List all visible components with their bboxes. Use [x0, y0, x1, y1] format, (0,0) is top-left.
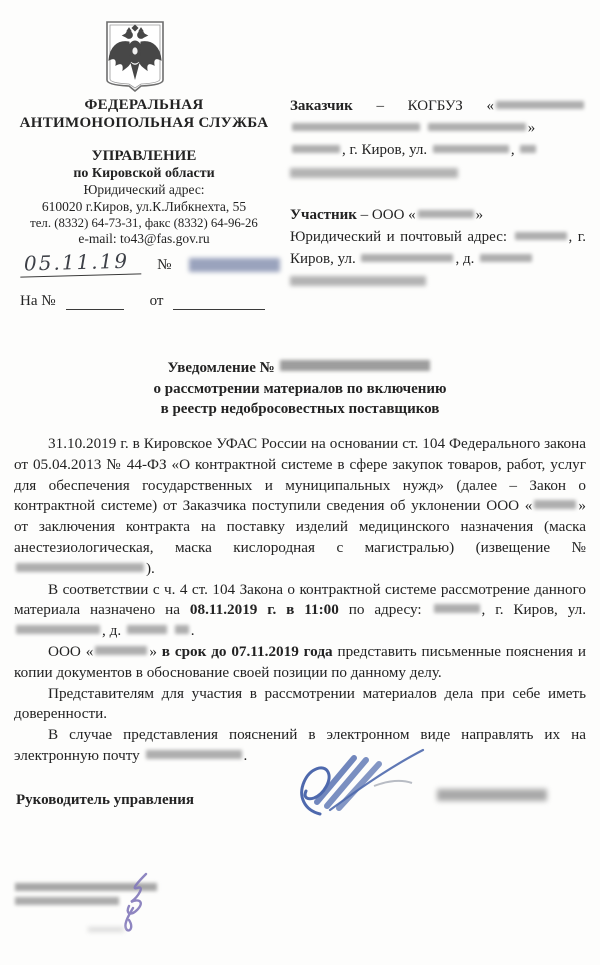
customer-line: » — [290, 117, 586, 139]
participant-block — [290, 204, 586, 286]
handwritten-date: 05.11.19 — [20, 248, 142, 277]
in-reply-label: На № — [20, 293, 56, 309]
sender-email: e-mail: to43@fas.gov.ru — [78, 231, 210, 246]
notice-title — [0, 358, 600, 420]
customer-line: , г. Киров, ул. , — [290, 139, 586, 161]
participant-line: Участник – ООО « » — [290, 207, 484, 223]
org-name-line1: ФЕДЕРАЛЬНАЯ — [84, 97, 204, 113]
redacted-signatory-name — [437, 789, 547, 801]
redacted-text — [515, 232, 567, 240]
handwritten-signature — [290, 740, 445, 828]
redacted-text — [480, 254, 532, 262]
redacted-text — [496, 101, 584, 109]
redacted-text — [16, 563, 144, 572]
phone-fax-line: тел. (8332) 64-73-31, факс (8332) 64-96-26 — [30, 216, 258, 230]
doc-number-label: № — [157, 257, 172, 273]
legal-address-label: Юридический адрес: — [83, 182, 205, 197]
reply-reference-row — [20, 293, 282, 310]
legal-address: 610020 г.Киров, ул.К.Либкнехта, 55 — [41, 198, 247, 214]
from-underline — [173, 295, 265, 310]
coat-of-arms-icon — [104, 20, 166, 92]
org-name-line2: АНТИМОНОПОЛЬНАЯ СЛУЖБА — [19, 115, 269, 131]
redacted-text — [292, 123, 420, 131]
notice-title-line1: Уведомление № — [0, 358, 600, 379]
redacted-text — [16, 625, 100, 634]
region-name: по Кировской области — [73, 166, 215, 181]
sender-block — [6, 96, 282, 248]
ink-scribble-mark — [100, 870, 162, 934]
from-label: от — [149, 293, 164, 309]
redacted-customer-email — [290, 168, 458, 178]
redacted-text — [433, 145, 509, 153]
notice-title-line2: о рассмотрении материалов по включению — [153, 380, 447, 397]
body-paragraph-3: ООО « » в срок до 07.11.2019 года представить письменные пояснения и копии документов в обоснование своей позиции по данному делу. — [14, 642, 587, 681]
redacted-text — [280, 360, 430, 371]
division-name: УПРАВЛЕНИЕ — [91, 148, 197, 164]
date-number-row — [20, 250, 282, 276]
body-paragraph-4: Представителям для участия в рассмотрении материалов дела при себе иметь доверенности. — [14, 684, 586, 723]
customer-line: Заказчик – КОГБУЗ « — [290, 95, 586, 117]
signatory-post: Руководитель управления — [16, 792, 195, 808]
body-paragraph-5: В случае представления пояснений в электронном виде направлять их на электронную почту . — [14, 726, 586, 764]
redacted-text — [534, 500, 576, 509]
scan-smudge — [88, 927, 124, 932]
body-paragraph-2: В соответствии с ч. 4 ст. 104 Закона о контрактной системе рассмотрение данного материала назначено на 08.11.2019 г. в 11:00 по адресу: , г. Киров, ул. , д. . — [14, 580, 586, 640]
redacted-text — [292, 145, 340, 153]
redacted-text — [428, 123, 526, 131]
redacted-text — [361, 254, 453, 262]
document-body — [14, 434, 586, 767]
redacted-text — [175, 625, 189, 634]
body-paragraph-1: 31.10.2019 г. в Кировское УФАС России на основании ст. 104 Федерального закона от 05.04.2013 № 44-ФЗ «О контрактной системе в сфере закупок товаров, работ, услуг для обеспечения государственных и муниципальных нужд» (далее – Закон о контрактной системе) от Заказчика поступили сведения об уклонении ООО « » от заключения контракта на поставку изделий медицинского назначения (маска анестезиологическая, маска кислородная с магистралью) (извещение № ). — [14, 435, 586, 577]
redacted-text — [418, 210, 474, 218]
customer-block — [290, 95, 586, 178]
participant-address: Юридический и почтовый адрес: , г. Киров, ул. , д. — [290, 229, 586, 267]
redacted-text — [434, 604, 480, 613]
notice-title-line3: в реестр недобросовестных поставщиков — [160, 401, 440, 417]
redacted-text — [146, 750, 242, 759]
redacted-doc-number — [189, 258, 280, 272]
redacted-text — [127, 625, 167, 634]
redacted-text — [520, 145, 536, 153]
in-reply-underline — [66, 295, 124, 310]
redacted-participant-email — [290, 276, 426, 286]
redacted-text — [95, 646, 147, 655]
